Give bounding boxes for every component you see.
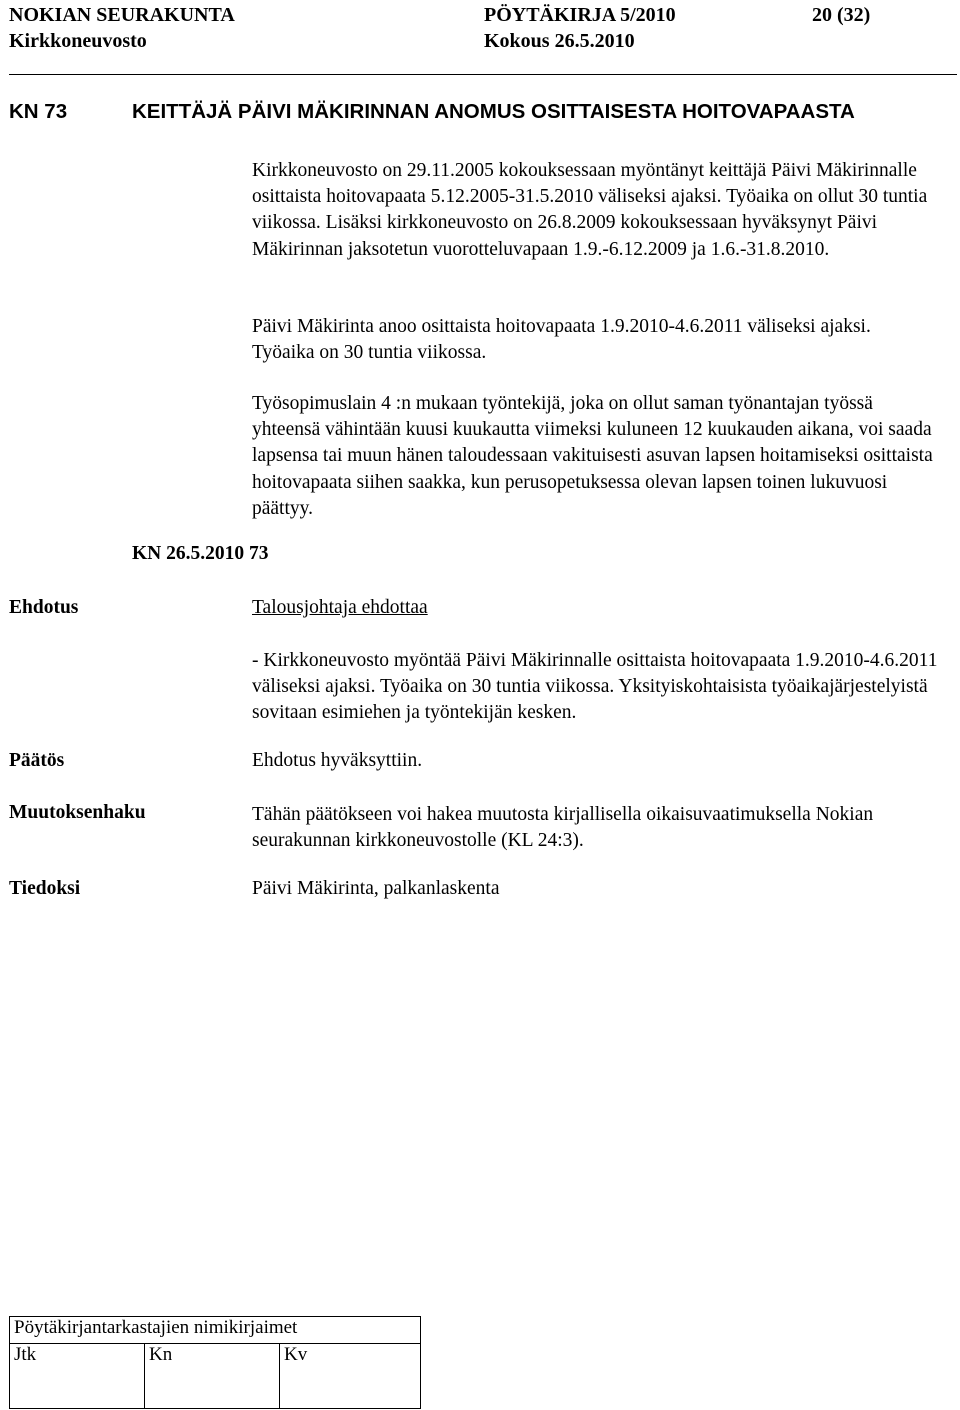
proposer: Talousjohtaja ehdottaa <box>252 597 428 618</box>
meeting-reference: KN 26.5.2010 73 <box>132 543 269 564</box>
signature-table <box>9 1316 421 1409</box>
section-number: KN 73 <box>9 100 68 123</box>
org-name: NOKIAN SEURAKUNTA <box>9 4 235 26</box>
label-info: Tiedoksi <box>9 878 81 899</box>
label-proposal: Ehdotus <box>9 597 79 618</box>
signature-cell-jtk: Jtk <box>10 1344 145 1409</box>
info-text: Päivi Mäkirinta, palkanlaskenta <box>252 878 500 899</box>
application-paragraph: Päivi Mäkirinta anoo osittaista hoitovapaata 1.9.2010-4.6.2011 väliseksi ajaksi. Työaika on 30 tuntia viikossa. <box>252 316 871 364</box>
background-paragraph: Kirkkoneuvosto on 29.11.2005 kokouksessaan myöntänyt keittäjä Päivi Mäkirinnalle osittaista hoitovapaata 5.12.2005-31.5.2010 väliseksi ajaksi. Työaika on ollut 30 tuntia viikossa. Lisäksi kirkkoneuvosto on 26.8.2009 kokouksessaan hyväksynyt Päivi Mäkirinnan jaksotetun vuorotteluvapaan 1.9.-6.12.2009 ja 1.6.-31.8.2010. <box>252 160 928 260</box>
section-title: KEITTÄJÄ PÄIVI MÄKIRINNAN ANOMUS OSITTAISESTA HOITOVAPAASTA <box>132 100 855 123</box>
appeal-text: Tähän päätökseen voi hakea muutosta kirjallisella oikaisuvaatimuksella Nokian seurakunnan kirkkoneuvostolle (KL 24:3). <box>252 804 874 852</box>
law-paragraph: Työsopimuslain 4 :n mukaan työntekijä, joka on ollut saman työnantajan työssä yhteensä vähintään kuusi kuukautta viimeksi kuluneen 12 kuukauden aikana, voi saada lapsensa tai muun hänen taloudessaan vakituisesti asuvan lapsen hoitamiseksi osittaista hoitovapaata siihen saakka, kun perusopetuksessa olevan lapsen toinen lukuvuosi päättyy. <box>252 393 933 519</box>
meeting-date: Kokous 26.5.2010 <box>484 30 635 52</box>
label-appeal: Muutoksenhaku <box>9 802 146 823</box>
page-number: 20 (32) <box>812 4 871 26</box>
signature-cell-kv: Kv <box>280 1344 421 1409</box>
decision-text: Ehdotus hyväksyttiin. <box>252 750 423 771</box>
header-divider <box>9 74 957 75</box>
document-title: PÖYTÄKIRJA 5/2010 <box>484 4 676 26</box>
signature-title: Pöytäkirjantarkastajien nimikirjaimet <box>10 1317 421 1344</box>
signature-cell-kn: Kn <box>145 1344 280 1409</box>
governing-body: Kirkkoneuvosto <box>9 30 147 52</box>
proposal-text: - Kirkkoneuvosto myöntää Päivi Mäkirinnalle osittaista hoitovapaata 1.9.2010-4.6.2011 väliseksi ajaksi. Työaika on 30 tuntia viikossa. Yksityiskohtaisista työaikajärjestelyistä sovitaan esimiehen ja työntekijän kesken. <box>252 650 938 724</box>
label-decision: Päätös <box>9 750 65 771</box>
